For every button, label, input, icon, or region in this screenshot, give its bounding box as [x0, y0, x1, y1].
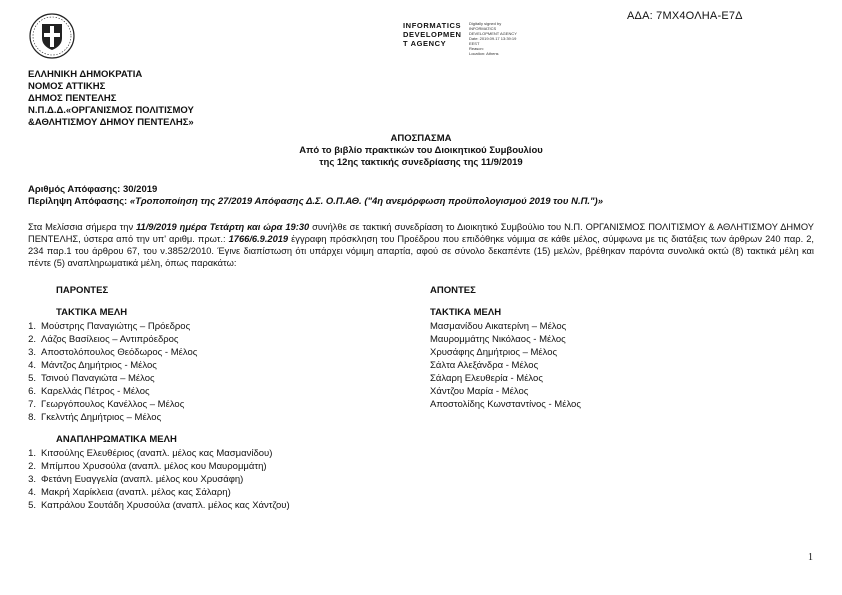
paragraph-text: Στα Μελίσσια σήμερα την	[28, 222, 137, 232]
header-line: ΝΟΜΟΣ ΑΤΤΙΚΗΣ	[28, 81, 106, 92]
present-regular-heading: ΤΑΚΤΙΚΑ ΜΕΛΗ	[56, 307, 128, 318]
list-item: 3. Αποστολόπουλος Θεόδωρος - Μέλος	[28, 347, 198, 358]
header-line: &ΑΘΛΗΤΙΣΜΟΥ ΔΗΜΟΥ ΠΕΝΤΕΛΗΣ»	[28, 117, 194, 128]
list-item: 6. Καρελλάς Πέτρος - Μέλος	[28, 386, 150, 397]
list-item: 1. Κιτσούλης Ελευθέριος (αναπλ. μέλος κας Μασμανίδου)	[28, 448, 273, 459]
list-item: 8. Γκελντής Δημήτριος – Μέλος	[28, 412, 162, 423]
title-line: Από το βιβλίο πρακτικών του Διοικητικού Συμβουλίου	[299, 145, 543, 156]
header-line: ΔΗΜΟΣ ΠΕΝΤΕΛΗΣ	[28, 93, 117, 104]
absent-heading: ΑΠΟΝΤΕΣ	[430, 285, 476, 296]
stamp-detail-line: Digitally signed by	[468, 21, 502, 26]
stamp-line: DEVELOPMEN	[403, 30, 462, 39]
greek-emblem-icon	[28, 12, 76, 60]
list-item: 1. Μούστρης Παναγιώτης – Πρόεδρος	[28, 321, 191, 332]
paragraph-date-time: 11/9/2019 ημέρα Τετάρτη και ώρα 19:30	[136, 222, 310, 232]
list-item: 2. Λάζος Βασίλειος – Αντιπρόεδρος	[28, 334, 179, 345]
list-item: Μασμανίδου Αικατερίνη – Μέλος	[430, 321, 567, 332]
stamp-line: T AGENCY	[403, 39, 447, 48]
stamp-detail-line: INFORMATICS	[468, 26, 497, 31]
decision-summary-text: «Τροποποίηση της 27/2019 Απόφασης Δ.Σ. Ο.Π.ΑΘ. ("4η ανεμόρφωση προϋπολογισμού 2019 του Ν.Π.")»	[129, 196, 603, 207]
list-item: Μαυρομμάτης Νικόλαος - Μέλος	[430, 334, 566, 345]
paragraph-text: έγγραφη πρόσκληση του Προέδρου που επιδόθηκε νόμιμα σε κάθε μέλος, σύμφωνα με τις διατάξεις των άρθρων 240 παρ. 2, 234 παρ.1 του άρθρου 67, του ν.3852/2010. Έγινε διαπίστωση ότι υπάρχει νόμιμη απαρτία, αφού σε σύνολο δεκαπέντε (15) μελών, βρέθηκαν παρόντα συνολικά οκτώ (8) τακτικά μέλη και πέντε (5) αναπληρωματικά μέλη, όπως παρακάτω:	[28, 234, 814, 268]
digital-signature-stamp	[403, 21, 517, 56]
stamp-detail-line: DEVELOPMENT AGENCY	[468, 31, 517, 36]
paragraph-text: συνήλθε σε τακτική συνεδρίαση το Διοικητικό Συμβούλιο του Ν.Π. ΟΡΓΑΝΙΣΜΟΣ ΠΟΛΙΤΙΣΜΟΥ & ΑΘΛΗΤΙΣΜΟΥ ΔΗΜΟΥ ΠΕΝΤΕΛΗΣ, ύστερα από την υπ' αριθμ. πρωτ.:	[28, 222, 814, 244]
list-item: 4. Μακρή Χαρίκλεια (αναπλ. μέλος κας Σάλαρη)	[28, 487, 231, 498]
page-number: 1	[808, 552, 813, 563]
organization-header	[28, 69, 194, 129]
meeting-paragraph	[28, 221, 814, 269]
stamp-detail-line: Reason:	[468, 46, 484, 51]
stamp-main-text	[403, 21, 462, 48]
absent-regular-list	[430, 320, 581, 411]
decision-number: Αριθμός Απόφασης: 30/2019	[28, 184, 158, 195]
stamp-line: INFORMATICS	[403, 21, 462, 30]
list-item: Σάλαρη Ελευθερία - Μέλος	[430, 373, 543, 384]
present-alternate-list	[18, 447, 290, 512]
stamp-detail-line: EEST	[468, 41, 480, 46]
paragraph-protocol-number: 1766/6.9.2019	[228, 234, 289, 244]
header-line: ΕΛΛΗΝΙΚΗ ΔΗΜΟΚΡΑΤΙΑ	[28, 69, 143, 80]
ada-code: ΑΔΑ: 7ΜΧ4ΟΛΗΑ-Ε7Δ	[627, 10, 743, 22]
decision-summary	[28, 196, 603, 208]
list-item: 3. Φετάνη Ευαγγελία (αναπλ. μέλος κου Χρυσάφη)	[28, 474, 244, 485]
title-line: της 12ης τακτικής συνεδρίασης της 11/9/2019	[319, 157, 523, 168]
list-item: Χρυσάφης Δημήτριος – Μέλος	[430, 347, 558, 358]
title-line: ΑΠΟΣΠΑΣΜΑ	[390, 133, 452, 144]
absent-regular-heading: ΤΑΚΤΙΚΑ ΜΕΛΗ	[430, 307, 502, 318]
list-item: 7. Γεωργόπουλος Κανέλλος – Μέλος	[28, 399, 185, 410]
stamp-detail-line: Date: 2019.09.17 13:39:19	[468, 36, 517, 41]
list-item: 4. Μάντζος Δημήτριος - Μέλος	[28, 360, 157, 371]
present-heading: ΠΑΡΟΝΤΕΣ	[56, 285, 109, 296]
list-item: 5. Καπράλου Σουτάδη Χρυσούλα (αναπλ. μέλος κας Χάντζου)	[28, 500, 290, 511]
decision-info	[28, 184, 603, 208]
header-line: Ν.Π.Δ.Δ.«ΟΡΓΑΝΙΣΜΟΣ ΠΟΛΙΤΙΣΜΟΥ	[28, 105, 194, 116]
list-item: 2. Μπίμπου Χρυσούλα (αναπλ. μέλος κου Μαυρομμάτη)	[28, 461, 267, 472]
stamp-detail-line: Location: Athens	[468, 51, 499, 56]
present-regular-list	[18, 320, 197, 424]
list-item: Χάντζου Μαρία - Μέλος	[430, 386, 529, 397]
document-title	[0, 133, 842, 169]
list-item: 5. Τσινού Παναγιώτα – Μέλος	[28, 373, 155, 384]
decision-summary-label: Περίληψη Απόφασης:	[28, 196, 128, 207]
present-alternate-heading: ΑΝΑΠΛΗΡΩΜΑΤΙΚΑ ΜΕΛΗ	[56, 434, 177, 445]
stamp-detail-text	[469, 21, 517, 56]
list-item: Αποστολίδης Κωνσταντίνος - Μέλος	[430, 399, 581, 410]
list-item: Σάλτα Αλεξάνδρα - Μέλος	[430, 360, 539, 371]
